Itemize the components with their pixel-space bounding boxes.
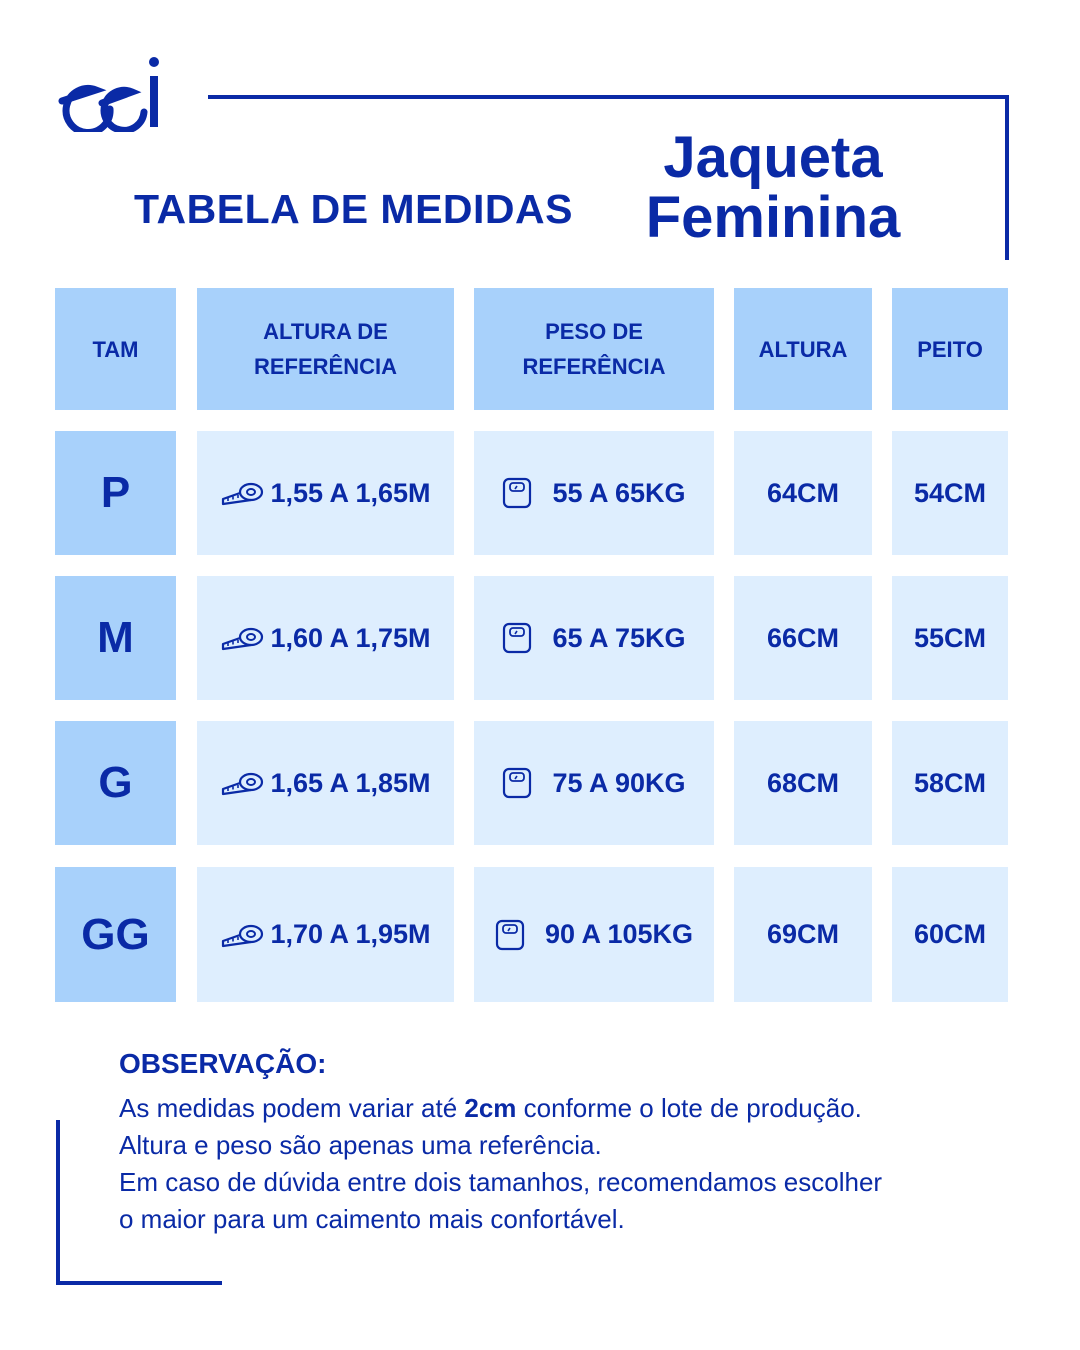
column-header-label — [759, 332, 848, 367]
page-subtitle: TABELA DE MEDIDAS — [134, 186, 573, 232]
cell-size — [55, 721, 176, 845]
measuring-tape-icon — [220, 921, 264, 949]
note-line-4: o maior para um caimento mais confortável. — [119, 1204, 625, 1234]
cell-length — [734, 867, 872, 1002]
header-line-1: PEITO — [917, 336, 983, 362]
column-header-label — [92, 332, 138, 367]
note-title: OBSERVAÇÃO: — [119, 1048, 327, 1079]
cell-value: 68CM — [766, 767, 840, 798]
cell-size — [55, 576, 176, 700]
header-line-1: PESO DE — [545, 319, 643, 344]
note-line-3: Em caso de dúvida entre dois tamanhos, recomendamos escolher — [119, 1167, 883, 1197]
cell-height-ref — [197, 431, 454, 555]
note-line-2: Altura e peso são apenas uma referência. — [119, 1130, 602, 1160]
cell-value: 75 A 90KG — [552, 767, 686, 798]
cell-weight-ref — [474, 576, 714, 700]
note-highlight: 2cm — [464, 1093, 517, 1123]
cell-value: 58CM — [913, 767, 987, 798]
cell-length — [734, 576, 872, 700]
cell-value: P — [100, 468, 131, 517]
cell-value: 1,55 A 1,65M — [270, 477, 431, 508]
measuring-tape-icon — [220, 624, 264, 652]
column-header-label — [522, 314, 665, 384]
note-text — [119, 1090, 1019, 1238]
cell-value: 65 A 75KG — [552, 622, 686, 653]
header-line-2: REFERÊNCIA — [253, 354, 397, 379]
scale-icon — [502, 767, 532, 799]
note-line-1-end: conforme o lote de produção. — [516, 1093, 862, 1123]
cell-chest — [892, 431, 1008, 555]
cell-value: M — [97, 613, 134, 662]
frame-line-bottom — [56, 1281, 222, 1285]
column-header-label — [917, 332, 983, 367]
column-header-size — [55, 288, 176, 410]
page-title — [613, 125, 933, 250]
column-header-weight-ref — [474, 288, 714, 410]
measuring-tape-icon — [220, 479, 264, 507]
cell-value: 69CM — [766, 919, 840, 949]
cell-height-ref — [197, 576, 454, 700]
scale-icon — [502, 477, 532, 509]
scale-icon — [502, 622, 532, 654]
cell-chest — [892, 576, 1008, 700]
cell-value: 1,70 A 1,95M — [270, 919, 431, 949]
cell-chest — [892, 867, 1008, 1002]
title-line-1: Jaqueta — [663, 125, 883, 190]
cell-height-ref — [197, 867, 454, 1002]
header-line-1: ALTURA DE — [263, 319, 388, 344]
frame-line-right — [1005, 95, 1009, 260]
column-header-length — [734, 288, 872, 410]
cell-value: G — [98, 758, 133, 807]
cell-value: 1,60 A 1,75M — [270, 622, 431, 653]
note-line-1 — [119, 1090, 1019, 1127]
cell-size — [55, 431, 176, 555]
column-header-label — [254, 314, 397, 384]
header-line-2: REFERÊNCIA — [522, 354, 666, 379]
cell-value: 64CM — [766, 477, 840, 508]
cell-value: 66CM — [766, 622, 840, 653]
cell-value: 1,65 A 1,85M — [270, 767, 431, 798]
cell-weight-ref — [474, 867, 714, 1002]
cell-value: 54CM — [913, 477, 987, 508]
note-line-1-start: As medidas podem variar até — [119, 1093, 465, 1123]
column-header-height-ref — [197, 288, 454, 410]
cell-size — [55, 867, 176, 1002]
cell-length — [734, 431, 872, 555]
scale-icon — [495, 919, 525, 951]
title-line-2: Feminina — [645, 185, 901, 250]
header-line-1: ALTURA — [758, 336, 848, 362]
cell-chest — [892, 721, 1008, 845]
cell-value: 55 A 65KG — [552, 477, 686, 508]
cell-value: 55CM — [913, 622, 987, 653]
brand-logo — [58, 56, 168, 132]
cell-weight-ref — [474, 431, 714, 555]
cell-value: 60CM — [913, 919, 987, 949]
frame-line-top — [208, 95, 1008, 99]
cell-length — [734, 721, 872, 845]
header-line-1: TAM — [92, 336, 139, 362]
frame-line-left — [56, 1120, 60, 1285]
measuring-tape-icon — [220, 769, 264, 797]
cell-height-ref — [197, 721, 454, 845]
column-header-chest — [892, 288, 1008, 410]
cell-value: GG — [81, 909, 150, 959]
cell-value: 90 A 105KG — [544, 919, 694, 949]
cell-weight-ref — [474, 721, 714, 845]
